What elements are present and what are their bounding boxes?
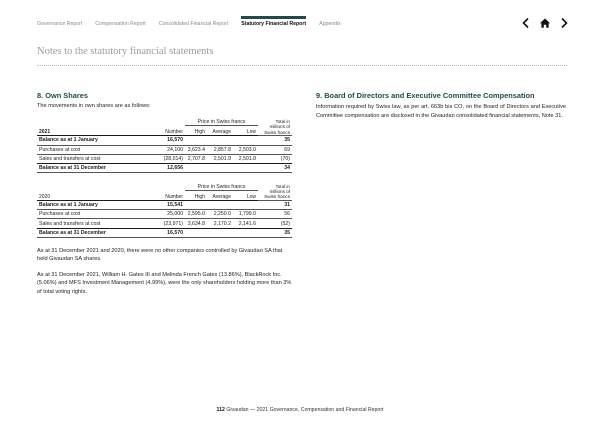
chevron-right-icon[interactable]: [558, 17, 570, 29]
row-average: 2,857.8: [207, 145, 233, 154]
own-shares-intro: The movements in own shares are as follows:: [37, 103, 151, 109]
row-total: 69: [258, 145, 292, 154]
page-title: Notes to the statutory financial statements: [37, 46, 214, 57]
row-average: [207, 164, 233, 173]
row-label: Sales and transfers at cost: [37, 154, 155, 163]
row-number: 15,541: [155, 200, 185, 209]
year-header: 2021: [39, 129, 51, 136]
year-header: 2020: [39, 193, 51, 200]
own-shares-title: 8. Own Shares: [37, 91, 88, 100]
row-average: 2,170.2: [207, 219, 233, 228]
own-shares-paragraph-1: As at 31 December 2021 and 2020, there were no other companies controlled by Givaudan SA that held Givaudan SA shares.: [37, 247, 283, 263]
chevron-left-icon[interactable]: [520, 17, 532, 29]
footer-text: Givaudan — 2021 Governance, Compensation and Financial Report: [226, 407, 384, 413]
row-high: 2,595.0: [185, 210, 207, 219]
high-header: High: [194, 129, 205, 136]
column-header-row: [37, 190, 292, 200]
row-label: Purchases at cost: [37, 145, 155, 154]
table-row: [37, 228, 292, 237]
row-number: 16,570: [155, 136, 185, 145]
tab-governance-report[interactable]: Governance Report: [37, 21, 83, 27]
row-high: 2,707.8: [185, 154, 207, 163]
row-low: 2,141.6: [233, 219, 258, 228]
nav-icons: [520, 17, 570, 29]
table-header-row: [37, 181, 292, 190]
nav-tabs: [37, 21, 341, 27]
row-total: (52): [258, 219, 292, 228]
row-high: 3,623.4: [185, 145, 207, 154]
average-header: Average: [212, 193, 231, 200]
row-number: 24,100: [155, 145, 185, 154]
row-low: [233, 164, 258, 173]
table-row: [37, 200, 292, 209]
row-total: (70): [258, 154, 292, 163]
row-average: 2,501.9: [207, 154, 233, 163]
row-average: 2,250.0: [207, 210, 233, 219]
row-label: Balance as at 1 January: [37, 136, 155, 145]
high-header: High: [194, 193, 205, 200]
tab-consolidated-financial-report[interactable]: Consolidated Financial Report: [158, 21, 229, 27]
table-row: [37, 145, 292, 154]
table-row: [37, 154, 292, 163]
board-compensation-section: [316, 91, 566, 120]
row-label: Balance as at 31 December: [37, 164, 155, 173]
tab-statutory-financial-report[interactable]: Statutory Financial Report: [241, 21, 307, 27]
row-low: 2,501.8: [233, 154, 258, 163]
row-total: 35: [258, 228, 292, 237]
row-high: [185, 136, 207, 145]
row-low: 1,799.0: [233, 210, 258, 219]
own-shares-table-2021: [37, 117, 292, 173]
tab-appendix[interactable]: Appendix: [319, 21, 341, 27]
total-header: Total in millions of Swiss francs: [258, 117, 292, 136]
row-number: 12,656: [155, 164, 185, 173]
column-header-row: [37, 126, 292, 136]
row-label: Balance as at 31 December: [37, 228, 155, 237]
row-low: [233, 200, 258, 209]
row-high: [185, 228, 207, 237]
row-average: [207, 136, 233, 145]
row-high: [185, 164, 207, 173]
page-footer: [0, 407, 600, 413]
own-shares-table-2020: [37, 181, 292, 237]
row-number: (28,014): [155, 154, 185, 163]
low-header: Low: [246, 129, 256, 136]
row-high: [185, 200, 207, 209]
own-shares-paragraph-2: As at 31 December 2021, William H. Gates III and Melinda French Gates (13.86%), BlackRock Inc. (5.06%) and MFS Investment Management (4.99%), were the only shareholders holding more than 3% of total voting rights.: [37, 271, 292, 295]
row-average: [207, 228, 233, 237]
own-shares-section: [37, 91, 292, 303]
row-low: [233, 136, 258, 145]
table-row: [37, 136, 292, 145]
row-total: 31: [258, 200, 292, 209]
row-high: 3,634.8: [185, 219, 207, 228]
top-navigation: [37, 10, 570, 32]
board-compensation-text: Information required by Swiss law, as per art. 663b bis CO, on the Board of Directors and Executive Committee compensation are disclosed in the Givaudan consolidated financial statements, Note 31.: [316, 104, 566, 119]
average-header: Average: [212, 129, 231, 136]
table-header-row: [37, 117, 292, 126]
number-header: Number: [165, 193, 183, 200]
row-total: 35: [258, 136, 292, 145]
page-number: 112: [216, 407, 225, 413]
row-number: (23,971): [155, 219, 185, 228]
row-low: 2,503.0: [233, 145, 258, 154]
row-label: Balance as at 1 January: [37, 200, 155, 209]
table-row: [37, 164, 292, 173]
price-header: Price in Swiss francs: [185, 181, 258, 190]
total-header: Total in millions of Swiss francs: [258, 181, 292, 200]
board-compensation-title: 9. Board of Directors and Executive Committee Compensation: [316, 91, 535, 100]
row-total: 34: [258, 164, 292, 173]
tab-compensation-report[interactable]: Compensation Report: [95, 21, 146, 27]
row-label: Sales and transfers at cost: [37, 219, 155, 228]
price-header: Price in Swiss francs: [185, 117, 258, 126]
table-row: [37, 210, 292, 219]
row-number: 25,000: [155, 210, 185, 219]
number-header: Number: [165, 129, 183, 136]
heading-divider: [37, 65, 567, 66]
row-total: 56: [258, 210, 292, 219]
row-average: [207, 200, 233, 209]
table-row: [37, 219, 292, 228]
low-header: Low: [246, 193, 256, 200]
row-number: 16,570: [155, 228, 185, 237]
row-low: [233, 228, 258, 237]
row-label: Purchases at cost: [37, 210, 155, 219]
home-icon[interactable]: [539, 17, 551, 29]
